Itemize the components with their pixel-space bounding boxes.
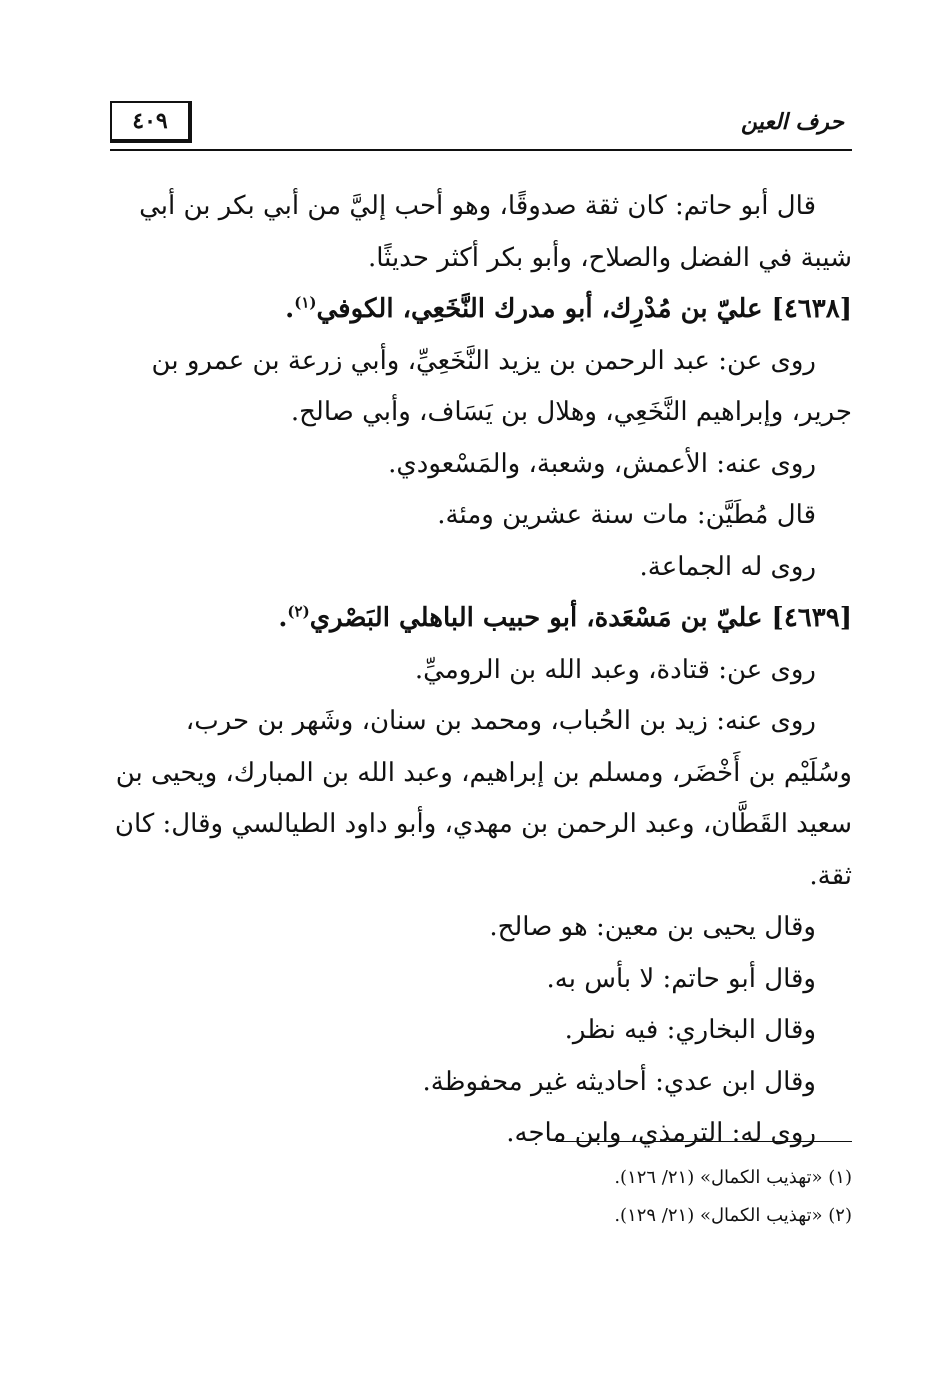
footnote: (٢) «تهذيب الكمال» (٢١/ ١٢٩). [614,1205,852,1226]
text-line: ثقة. [809,860,852,891]
text-line: روى له الجماعة. [639,551,816,582]
footnote-divider [556,1141,852,1142]
footnote: (١) «تهذيب الكمال» (٢١/ ١٢٦). [614,1167,852,1188]
main-text [110,181,852,1160]
entry-heading [110,593,852,645]
text-line: سعيد القَطَّان، وعبد الرحمن بن مهدي، وأبو داود الطيالسي وقال: كان [114,809,852,839]
book-page [110,95,852,1295]
text-line: قال أبو حاتم: كان ثقة صدوقًا، وهو أحب إليَّ من أبي بكر بن أبي [139,191,816,221]
entry-heading-text: [٤٦٣٩] عليّ بن مَسْعَدة، أبو حبيب الباهلي البَصْري [309,603,852,633]
text-line: روى له: الترمذي، وابن ماجه. [506,1118,816,1148]
text-line: وقال البخاري: فيه نظر. [564,1015,816,1045]
entry-heading-text: [٤٦٣٨] عليّ بن مُدْرِك، أبو مدرك النَّخَعِي، الكوفي [316,294,852,324]
text-line: روى عنه: الأعمش، وشعبة، والمَسْعودي. [388,448,816,479]
entry-heading-end: . [285,294,295,324]
text-line: وقال ابن عدي: أحاديثه غير محفوظة. [422,1066,816,1097]
text-line: وسُلَيْم بن أَخْضَر، ومسلم بن إبراهيم، وعبد الله بن المبارك، ويحيى بن [115,757,852,788]
text-line: وقال يحيى بن معين: هو صالح. [489,912,816,942]
entry-heading-end: . [278,603,288,633]
footnotes [614,1159,852,1235]
text-line: شيبة في الفضل والصلاح، وأبو بكر أكثر حديثًا. [367,242,852,273]
page-header [110,95,852,151]
footnote-marker: (٢) [287,602,310,621]
chapter-title: حرف العين [740,109,844,135]
page-number-box [110,101,192,143]
entry-heading [110,284,852,336]
text-line: قال مُطَيَّن: مات سنة عشرين ومئة. [437,500,816,530]
text-line: جرير، وإبراهيم النَّخَعِي، وهلال بن يَسَاف، وأبي صالح. [290,397,852,427]
text-line: روى عنه: زيد بن الحُباب، ومحمد بن سنان، وشَهر بن حرب، [185,706,816,736]
text-line: روى عن: قتادة، وعبد الله بن الروميِّ. [414,654,816,685]
page-number: ٤٠٩ [132,108,168,134]
text-line: وقال أبو حاتم: لا بأس به. [546,963,816,994]
footnote-marker: (١) [294,293,317,312]
text-line: روى عن: عبد الرحمن بن يزيد النَّخَعِيِّ، وأبي زرعة بن عمرو بن [151,345,816,376]
